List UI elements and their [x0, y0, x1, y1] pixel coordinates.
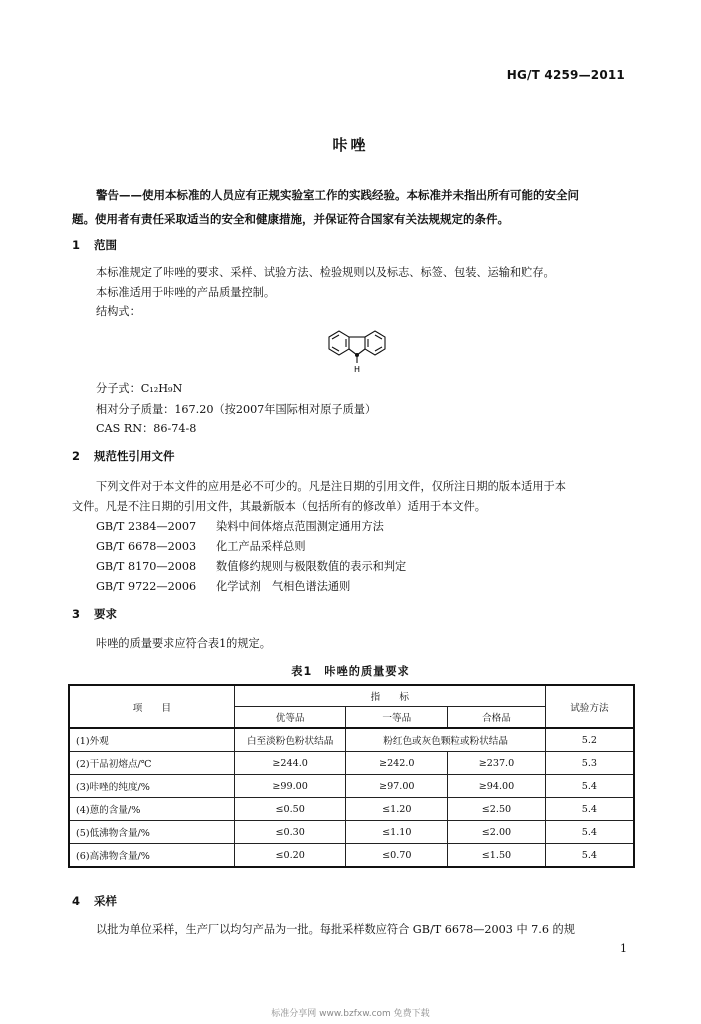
row-value-superior: ≤0.20: [234, 844, 346, 868]
section-4-number: 4: [72, 894, 81, 908]
section-1-scope-text: 本标准规定了咔唑的要求、采样、试验方法、检验规则以及标志、标签、包装、运输和贮存。: [96, 266, 555, 279]
warning-line-2: 题。使用者有责任采取适当的安全和健康措施，并保证符合国家有关法规规定的条件。: [72, 212, 509, 226]
row-value-qualified: ≥94.00: [448, 775, 546, 798]
row-value-superior: ≥244.0: [234, 752, 346, 775]
hydrogen-label: H: [354, 365, 361, 374]
section-2-text-line-2: 文件。凡是不注日期的引用文件，其最新版本（包括所有的修改单）适用于本文件。: [72, 500, 486, 513]
section-3-heading: [72, 606, 117, 622]
row-method: 5.4: [545, 775, 634, 798]
row-value-qualified: ≤2.00: [448, 821, 546, 844]
left-ring-double-bond: [332, 335, 339, 339]
left-ring-double-bond-2: [332, 347, 339, 351]
reference-title: 化学试剂 气相色谱法通则: [216, 580, 351, 593]
right-ring-double-bond-2: [375, 335, 382, 339]
row-value-first: ≤1.20: [346, 798, 448, 821]
reference-code: GB/T 2384—2007: [96, 520, 197, 533]
molecular-formula: 分子式：C₁₂H₉N: [96, 382, 183, 395]
table-row: [69, 728, 634, 752]
row-value-superior: ≥99.00: [234, 775, 346, 798]
table-caption: 表1 咔唑的质量要求: [291, 665, 410, 678]
grade-superior: 优等品: [234, 707, 346, 729]
grade-qualified: 合格品: [448, 707, 546, 729]
table-row: [69, 821, 634, 844]
row-item: (6)高沸物含量/%: [69, 844, 234, 868]
row-value-first-qualified: 粉红色或灰色颗粒或粉状结晶: [346, 728, 545, 752]
row-item: (3)咔唑的纯度/%: [69, 775, 234, 798]
row-value-qualified: ≤1.50: [448, 844, 546, 868]
section-1-number: 1: [72, 238, 81, 252]
row-method: 5.4: [545, 844, 634, 868]
molecular-mass: 相对分子质量：167.20（按2007年国际相对原子质量）: [96, 403, 377, 416]
row-method: 5.3: [545, 752, 634, 775]
section-4-text: 以批为单位采样，生产厂以均匀产品为一批。每批采样数应符合 GB/T 6678—2003 中 7.6 的规: [96, 923, 575, 936]
row-item: (4)蒽的含量/%: [69, 798, 234, 821]
nitrogen-atom: [355, 353, 359, 357]
reference-title: 化工产品采样总则: [216, 540, 306, 553]
reference-item: [96, 518, 384, 534]
document-title: 咔唑: [332, 136, 369, 154]
carbazole-structure-diagram: [317, 325, 397, 375]
section-4-heading: [72, 893, 117, 909]
section-3-title: 要求: [94, 607, 117, 621]
quality-requirements-table: [68, 684, 635, 868]
section-1-heading: [72, 237, 117, 253]
row-value-first: ≥97.00: [346, 775, 448, 798]
row-item: (2)干品初熔点/℃: [69, 752, 234, 775]
section-3-text: 咔唑的质量要求应符合表1的规定。: [96, 637, 271, 650]
section-2-title: 规范性引用文件: [94, 449, 175, 463]
header-index: 指 标: [234, 685, 545, 707]
section-4-title: 采样: [94, 894, 117, 908]
header-item: 项 目: [69, 685, 234, 728]
row-method: 5.4: [545, 798, 634, 821]
row-value-qualified: ≤2.50: [448, 798, 546, 821]
row-value-qualified: ≥237.0: [448, 752, 546, 775]
section-2-number: 2: [72, 449, 81, 463]
reference-code: GB/T 8170—2008: [96, 560, 197, 573]
row-item: (1)外观: [69, 728, 234, 752]
row-value-first: ≥242.0: [346, 752, 448, 775]
structure-label: 结构式：: [96, 305, 141, 318]
cas-number: CAS RN：86-74-8: [96, 422, 197, 435]
reference-item: [96, 558, 406, 574]
table-row: [69, 798, 634, 821]
reference-title: 数值修约规则与极限数值的表示和判定: [216, 560, 407, 573]
table-header-row: [69, 685, 634, 707]
grade-first: 一等品: [346, 707, 448, 729]
row-value-first: ≤0.70: [346, 844, 448, 868]
row-method: 5.4: [545, 821, 634, 844]
section-1-applicability-text: 本标准适用于咔唑的产品质量控制。: [96, 286, 276, 299]
row-value-first: ≤1.10: [346, 821, 448, 844]
section-2-text-line-1: 下列文件对于本文件的应用是必不可少的。凡是注日期的引用文件，仅所注日期的版本适用于本: [96, 480, 566, 493]
page-number: 1: [620, 942, 627, 955]
section-1-title: 范围: [94, 238, 117, 252]
row-value-superior: ≤0.30: [234, 821, 346, 844]
table-row: [69, 752, 634, 775]
reference-code: GB/T 9722—2006: [96, 580, 197, 593]
warning-paragraph: [72, 183, 636, 231]
table-row: [69, 775, 634, 798]
reference-item: [96, 578, 350, 594]
reference-title: 染料中间体熔点范围测定通用方法: [216, 520, 384, 533]
row-method: 5.2: [545, 728, 634, 752]
reference-code: GB/T 6678—2003: [96, 540, 197, 553]
right-ring-double-bond-3: [375, 347, 382, 351]
reference-item: [96, 538, 306, 554]
warning-line-1: 警告——使用本标准的人员应有正规实验室工作的实践经验。本标准并未指出所有可能的安全问: [96, 188, 579, 202]
header-test-method: 试验方法: [545, 685, 634, 728]
table-row: [69, 844, 634, 868]
section-3-number: 3: [72, 607, 81, 621]
row-item: (5)低沸物含量/%: [69, 821, 234, 844]
row-value-superior: 白至淡粉色粉状结晶: [234, 728, 346, 752]
watermark-text: 标准分享网 www.bzfxw.com 免费下载: [271, 1009, 430, 1019]
row-value-superior: ≤0.50: [234, 798, 346, 821]
standard-code: HG/T 4259—2011: [506, 68, 625, 82]
section-2-heading: [72, 448, 175, 464]
